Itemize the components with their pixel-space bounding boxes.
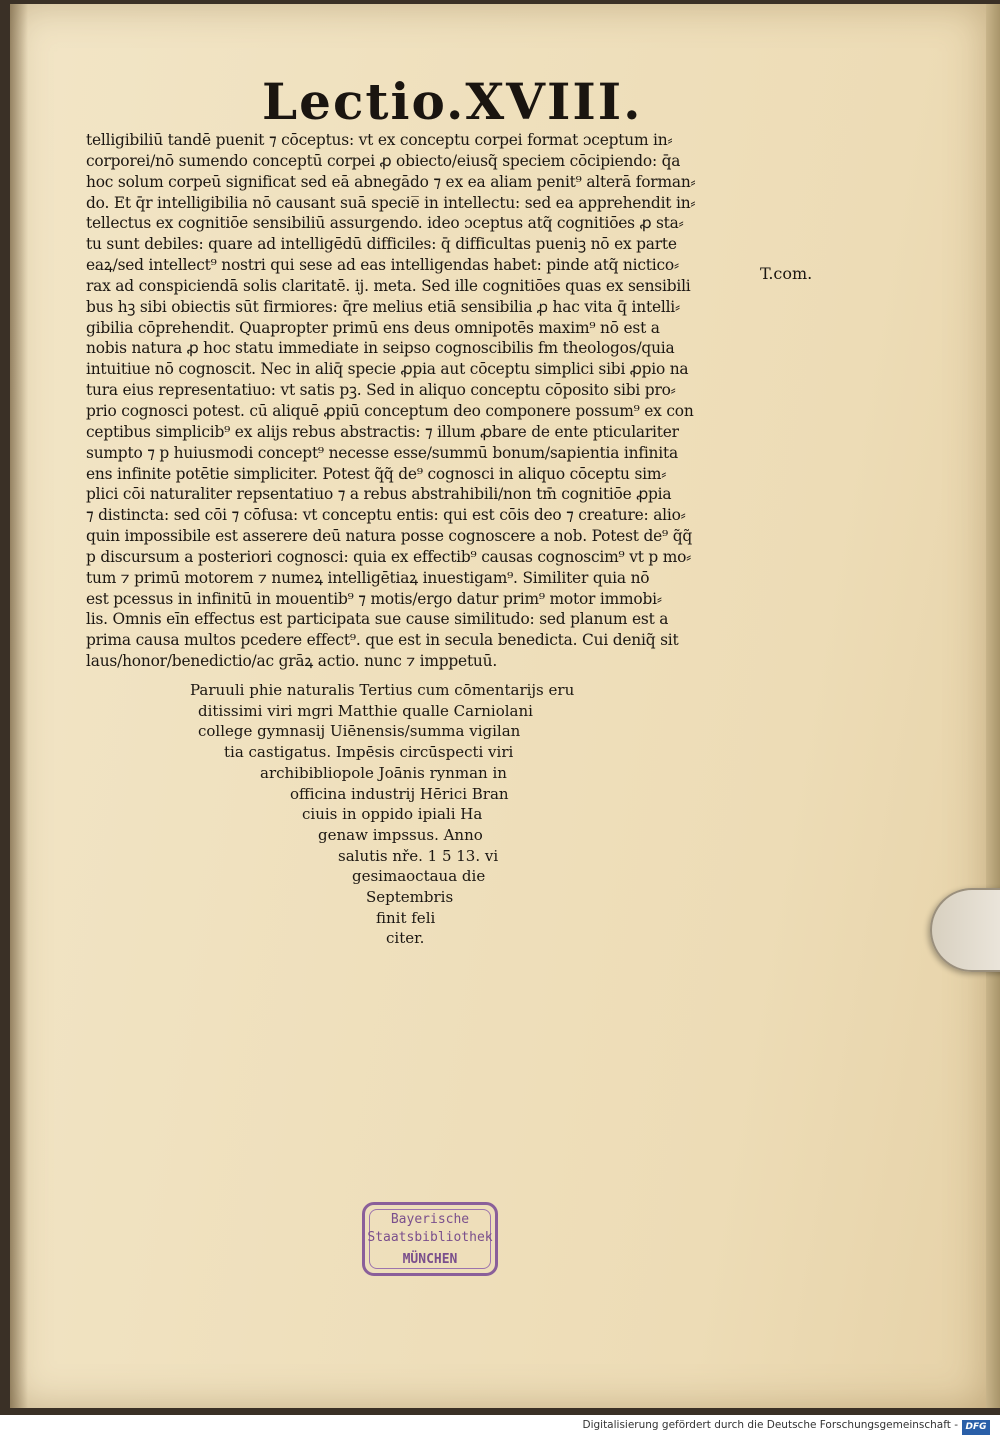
text-line: tum ⁊ primū motorem ⁊ numeꝝ intelligētiaꝝ inuestigam⁹. Similiter quia nō xyxy=(86,568,650,587)
text-line: ⁊ distincta: sed cōi ⁊ cōfusa: vt conceptu entis: qui est cōis deo ⁊ creature: alio⸗ xyxy=(86,506,686,525)
colophon xyxy=(190,680,730,949)
text-line: do. Et q̄r intelligibilia nō causant suā specie̅ in intellectu: sed ea apprehendit in⸗ xyxy=(86,193,696,212)
colophon-line: archibibliopole Joānis rynman in xyxy=(260,763,507,782)
stamp-line: Staatsbibliothek xyxy=(367,1230,493,1245)
text-line: quin impossibile est asserere deū natura posse cognoscere a nob. Potest de⁹ q̃q̃ xyxy=(86,527,692,546)
text-line: nobis natura ꝓ hoc statu immediate in seipso cognoscibilis fm theologos/quia xyxy=(86,339,675,358)
text-line: p discursum a posteriori cognosci: quia ex effectib⁹ causas cognoscim⁹ vt p mo⸗ xyxy=(86,547,692,566)
text-line: ceptibus simplicib⁹ ex alijs rebus abstractis: ⁊ illum ꝓbare de ente pticulariter xyxy=(86,422,679,441)
text-line: bus hꝫ sibi obiectis sūt firmiores: q̄re melius etiā sensibilia ꝓ hac vita q̄ intelli⸗ xyxy=(86,297,680,316)
colophon-line: salutis nře. 1 5 13. vi xyxy=(338,846,499,865)
text-line: laus/honor/benedictio/ac grāꝝ actio. nunc ⁊ imppetuū. xyxy=(86,652,498,671)
colophon-line: college gymnasij Uiēnensis/summa vigilan xyxy=(198,722,521,741)
text-line: gibilia cōprehendit. Quapropter primū ens deus omnipotēs maxim⁹ nō est a xyxy=(86,318,660,337)
margin-note: T.com. xyxy=(760,264,813,283)
text-line: sumpto ⁊ p huiusmodi concept⁹ necesse esse/summū bonum/sapientia infinita xyxy=(86,443,678,462)
page-gutter xyxy=(10,4,28,1408)
page-edge xyxy=(986,4,1000,1408)
colophon-line: gesimaoctaua die xyxy=(352,867,486,886)
library-stamp xyxy=(362,1202,498,1276)
text-line: prima causa multos pcedere effect⁹. que est in secula benedicta. Cui deniq̃ sit xyxy=(86,631,679,650)
colophon-line: citer. xyxy=(386,929,425,948)
text-line: est pcessus in infinitū in mouentib⁹ ⁊ motis/ergo datur prim⁹ motor immobi⸗ xyxy=(86,589,662,608)
colophon-line: tia castigatus. Impēsis circūspecti viri xyxy=(224,743,514,762)
stamp-line: Bayerische xyxy=(390,1212,470,1227)
colophon-line: Paruuli phie naturalis Tertius cum cōmentarijs eru xyxy=(190,681,575,699)
text-line: eaꝝ/sed intellect⁹ nostri qui sese ad eas intelligendas habet: pinde atq̃ nictico⸗ xyxy=(86,256,679,275)
colophon-line: ditissimi viri mgri Matthie qualle Carniolani xyxy=(198,701,533,720)
text-line: corporei/nō sumendo conceptū corpei ꝓ obiecto/eiusq̃ speciem cōcipiendo: q̄a xyxy=(86,151,681,170)
text-line: lis. Omnis eīn effectus est participata sue cause similitudo: sed planum est a xyxy=(86,610,669,629)
colophon-line: finit feli xyxy=(376,908,436,927)
text-line: tellectus ex cognitiōe sensibiliū assurgendo. ideo ɔceptus atq̃ cognitiōes ꝓ sta⸗ xyxy=(86,214,684,233)
colophon-line: genaw impssus. Anno xyxy=(318,825,483,844)
text-line: ens infinite potētie simpliciter. Potest q̃q̃ de⁹ cognosci in aliquo cōceptu sim⸗ xyxy=(86,464,667,483)
colophon-line: officina industrij Hērici Bran xyxy=(290,784,509,803)
colophon-line: Septembris xyxy=(366,888,454,907)
colophon-line: ciuis in oppido ipiali Ha xyxy=(302,805,483,824)
funding-notice: Digitalisierung gefördert durch die Deutsche Forschungsgemeinschaft - xyxy=(582,1419,958,1431)
stamp-line: MÜNCHEN xyxy=(402,1252,458,1267)
dfg-logo[interactable]: DFG xyxy=(962,1420,990,1435)
text-line: tura eius representatiuo: vt satis pꝫ. Sed in aliquo conceptu cōposito sibi pro⸗ xyxy=(86,381,676,400)
text-line: telligibiliū tandē puenit ⁊ cōceptus: vt ex conceptu corpei format ɔceptum in⸗ xyxy=(86,131,673,149)
text-line: hoc solum corpeū significat sed eā abnegādo ⁊ ex ea aliam penit⁹ alterā forman⸗ xyxy=(86,172,696,191)
text-line: plici cōi naturaliter repsentatiuo ⁊ a rebus abstrahibili/non tm̄ cognitiōe ꝓpia xyxy=(86,485,672,504)
text-line: prio cognosci potest. cū aliquē ꝓpiū conceptum deo componere possum⁹ ex con xyxy=(86,401,694,420)
text-line: rax ad conspiciendā solis claritatē. ij. meta. Sed ille cognitiōes quas ex sensibili xyxy=(86,276,691,295)
lectio-heading: Lectio.XVIII. xyxy=(262,72,643,131)
text-line: tu sunt debiles: quare ad intelligēdū difficiles: q̄ difficultas pueniꝫ nō ex parte xyxy=(86,235,677,254)
text-line: intuitiue nō cognoscit. Nec in aliq̄ specie ꝓpia aut cōceptu simplici sibi ꝓpio na xyxy=(86,360,689,379)
main-text-block xyxy=(86,130,766,672)
